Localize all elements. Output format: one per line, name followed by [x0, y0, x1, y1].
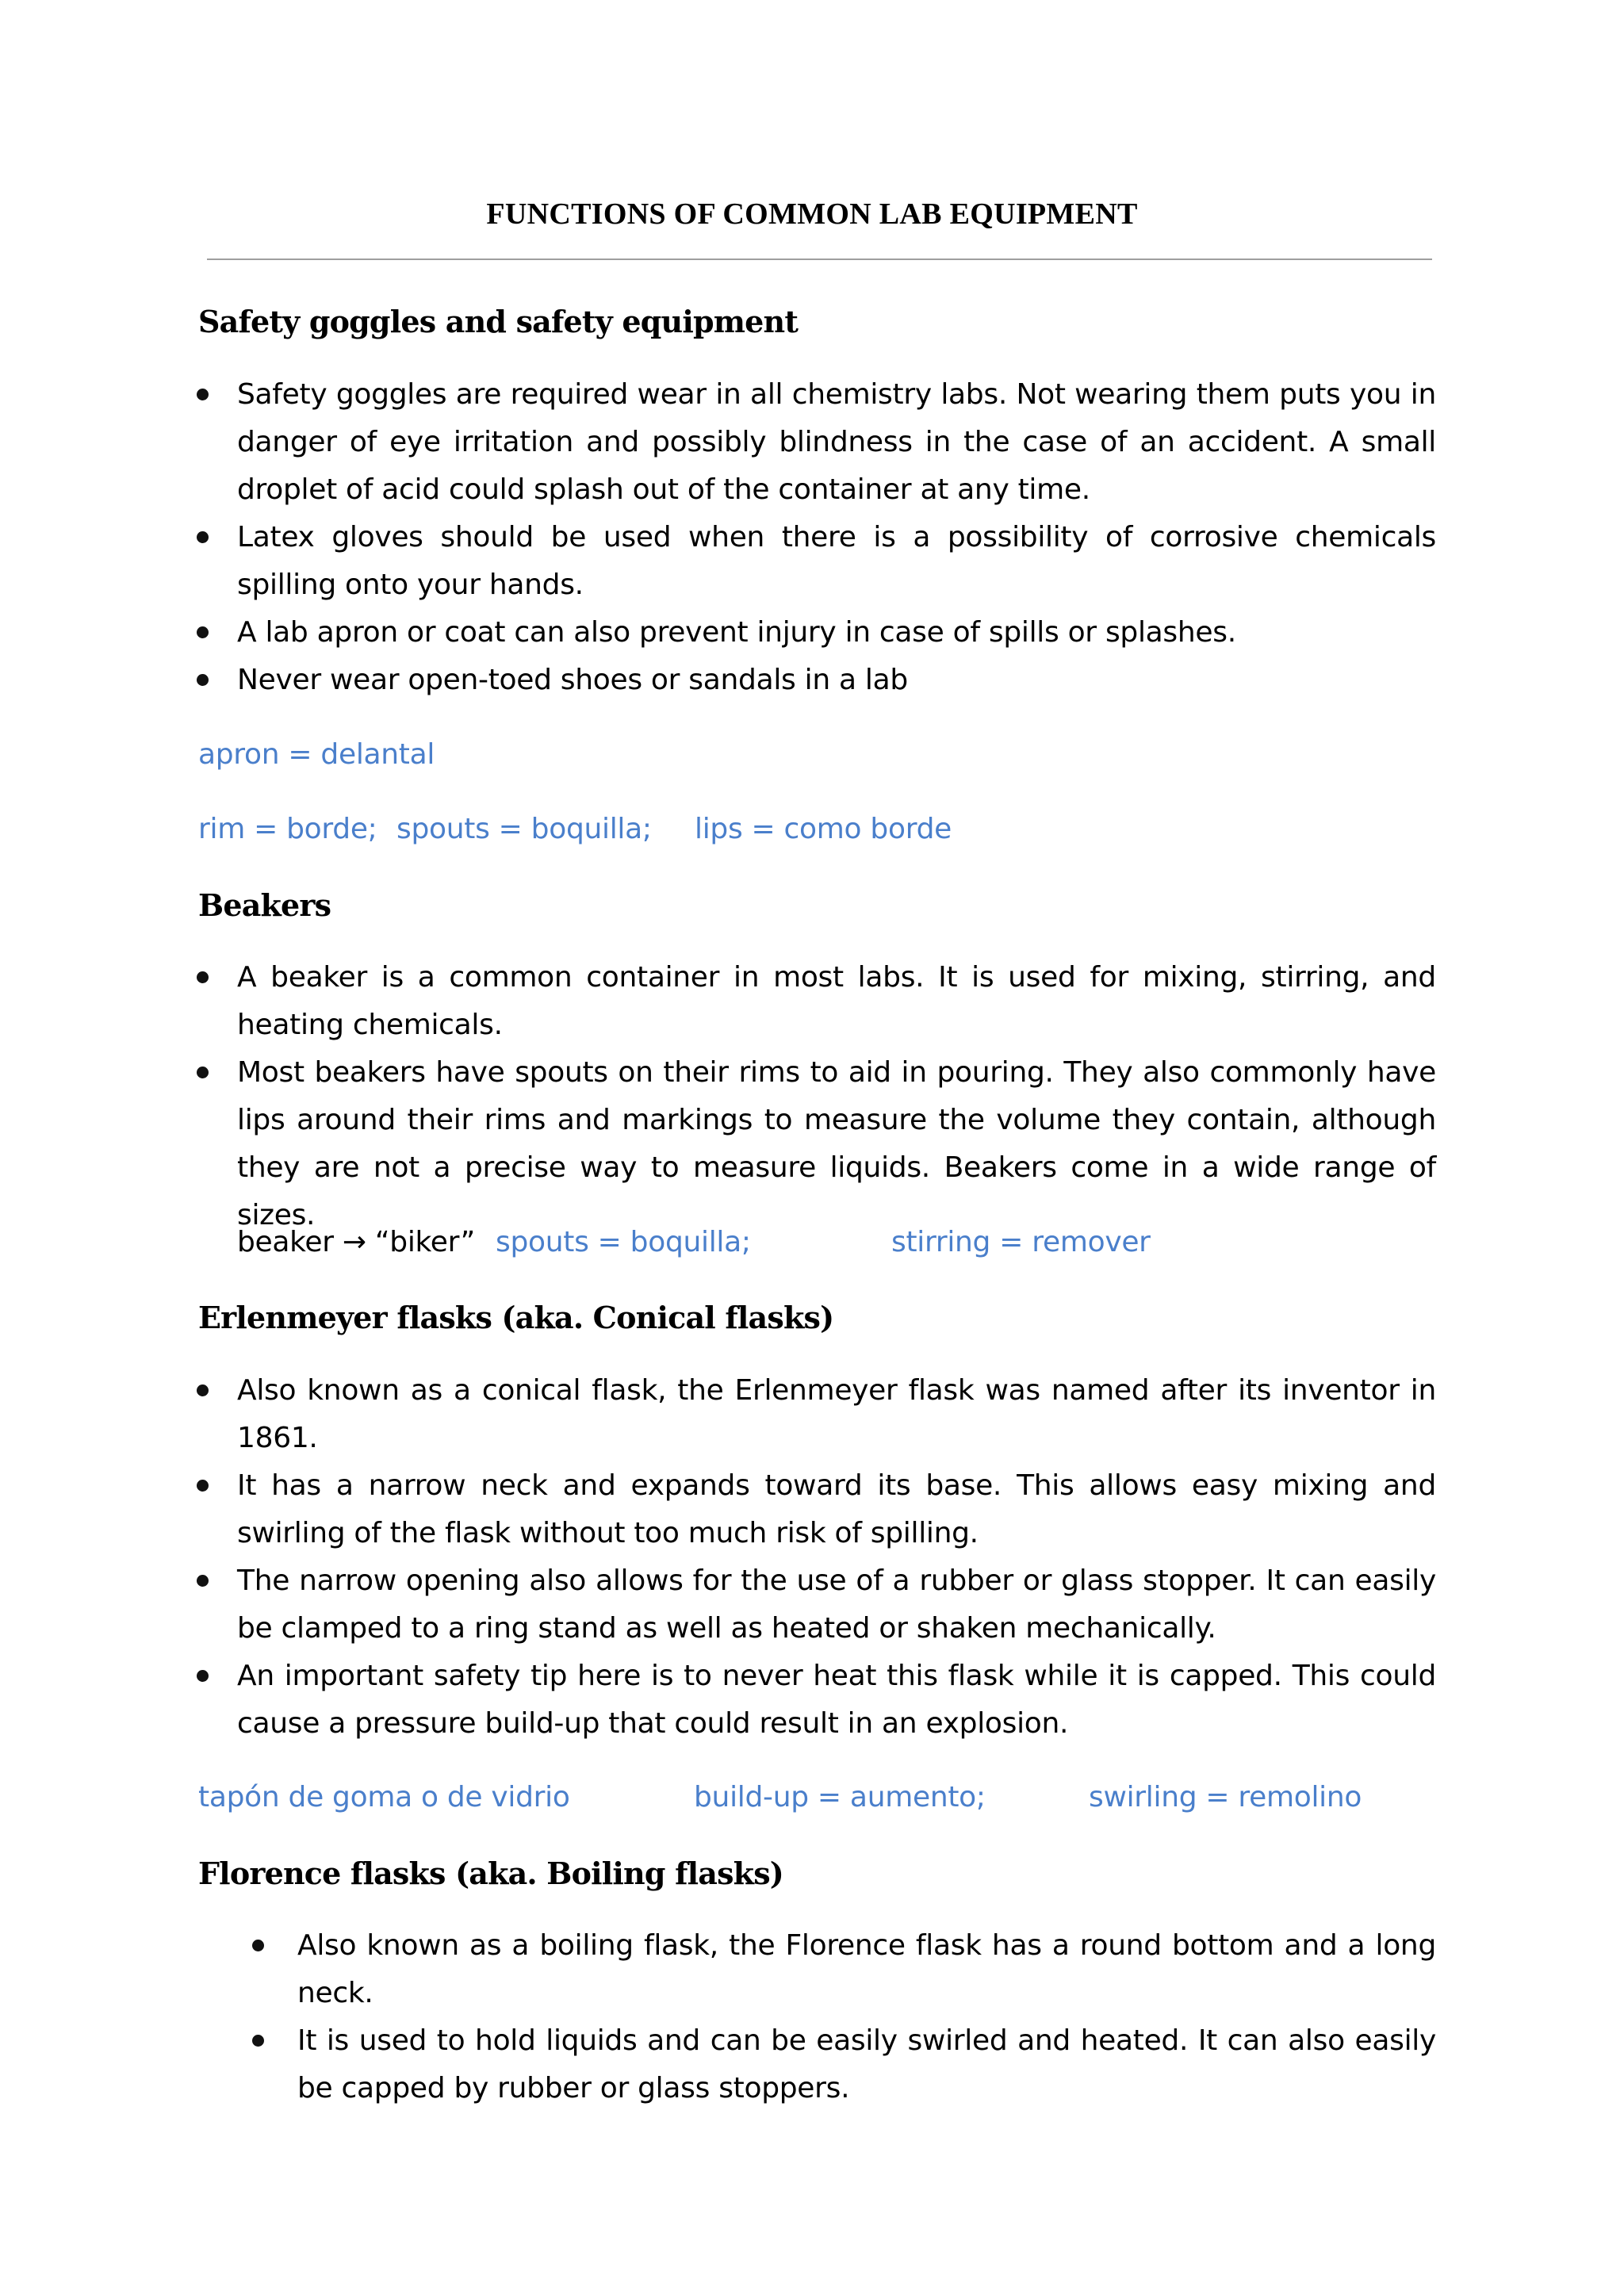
list-item: An important safety tip here is to never heat this flask while it is capped. This could cause a pressure build-up that could result in an explosion.: [237, 1653, 1436, 1748]
document-title: FUNCTIONS OF COMMON LAB EQUIPMENT: [486, 197, 1138, 231]
bullet-icon: [197, 1670, 209, 1682]
section-heading-beakers: Beakers: [198, 887, 331, 923]
vocab-apron: apron = delantal: [198, 738, 435, 771]
list-item: Also known as a boiling flask, the Florence flask has a round bottom and a long neck.: [297, 1922, 1436, 2017]
list-item: Latex gloves should be used when there is a possibility of corrosive chemicals spilling onto your hands.: [237, 514, 1436, 609]
vocab-stirring: stirring = remover: [891, 1226, 1151, 1258]
list-item: It has a narrow neck and expands toward its base. This allows easy mixing and swirling of the flask without too much risk of spilling.: [237, 1462, 1436, 1557]
vocab-buildup: build-up = aumento;: [694, 1781, 986, 1813]
bullet-icon: [197, 389, 209, 400]
list-item: A beaker is a common container in most labs. It is used for mixing, stirring, and heating chemicals.: [237, 954, 1436, 1049]
bullet-icon: [252, 2035, 264, 2047]
bullet-icon: [197, 971, 209, 983]
list-item: The narrow opening also allows for the use of a rubber or glass stopper. It can easily be clamped to a ring stand as well as heated or shaken mechanically.: [237, 1557, 1436, 1653]
vocab-spouts: spouts = boquilla;: [396, 813, 652, 845]
title-divider: [207, 259, 1432, 260]
vocab-beaker-pronunciation: beaker → “biker”: [237, 1226, 476, 1258]
vocab-spouts-2: spouts = boquilla;: [496, 1226, 751, 1258]
vocab-rim: rim = borde;: [198, 813, 377, 845]
vocab-swirling: swirling = remolino: [1089, 1781, 1362, 1813]
bullet-icon: [197, 626, 209, 638]
bullet-icon: [197, 674, 209, 686]
bullet-icon: [197, 1384, 209, 1396]
list-item: Safety goggles are required wear in all chemistry labs. Not wearing them puts you in danger of eye irritation and possibly blindness in the case of an accident. A small droplet of acid could splash out of the container at any time.: [237, 371, 1436, 514]
vocab-stopper: tapón de goma o de vidrio: [198, 1781, 570, 1813]
bullet-icon: [252, 1940, 264, 1951]
bullet-icon: [197, 1480, 209, 1492]
list-item: Never wear open-toed shoes or sandals in a lab: [237, 657, 1436, 704]
list-item: It is used to hold liquids and can be easily swirled and heated. It can also easily be capped by rubber or glass stoppers.: [297, 2017, 1436, 2112]
bullet-icon: [197, 531, 209, 543]
safety-bullet-list: [237, 371, 1436, 704]
bullet-icon: [197, 1067, 209, 1078]
florence-bullet-list: [297, 1922, 1436, 2112]
bullet-icon: [197, 1575, 209, 1587]
list-item: A lab apron or coat can also prevent injury in case of spills or splashes.: [237, 609, 1436, 657]
section-heading-safety: Safety goggles and safety equipment: [198, 304, 799, 339]
erlenmeyer-bullet-list: [237, 1367, 1436, 1748]
section-heading-erlenmeyer: Erlenmeyer flasks (aka. Conical flasks): [198, 1300, 834, 1335]
list-item: Most beakers have spouts on their rims to aid in pouring. They also commonly have lips around their rims and markings to measure the volume they contain, although they are not a precise way to measure liquids. Beakers come in a wide range of sizes.: [237, 1049, 1436, 1239]
section-heading-florence: Florence flasks (aka. Boiling flasks): [198, 1855, 783, 1891]
list-item: Also known as a conical flask, the Erlenmeyer flask was named after its inventor in 1861.: [237, 1367, 1436, 1462]
vocab-lips: lips = como borde: [695, 813, 952, 845]
beakers-bullet-list: [237, 954, 1436, 1239]
